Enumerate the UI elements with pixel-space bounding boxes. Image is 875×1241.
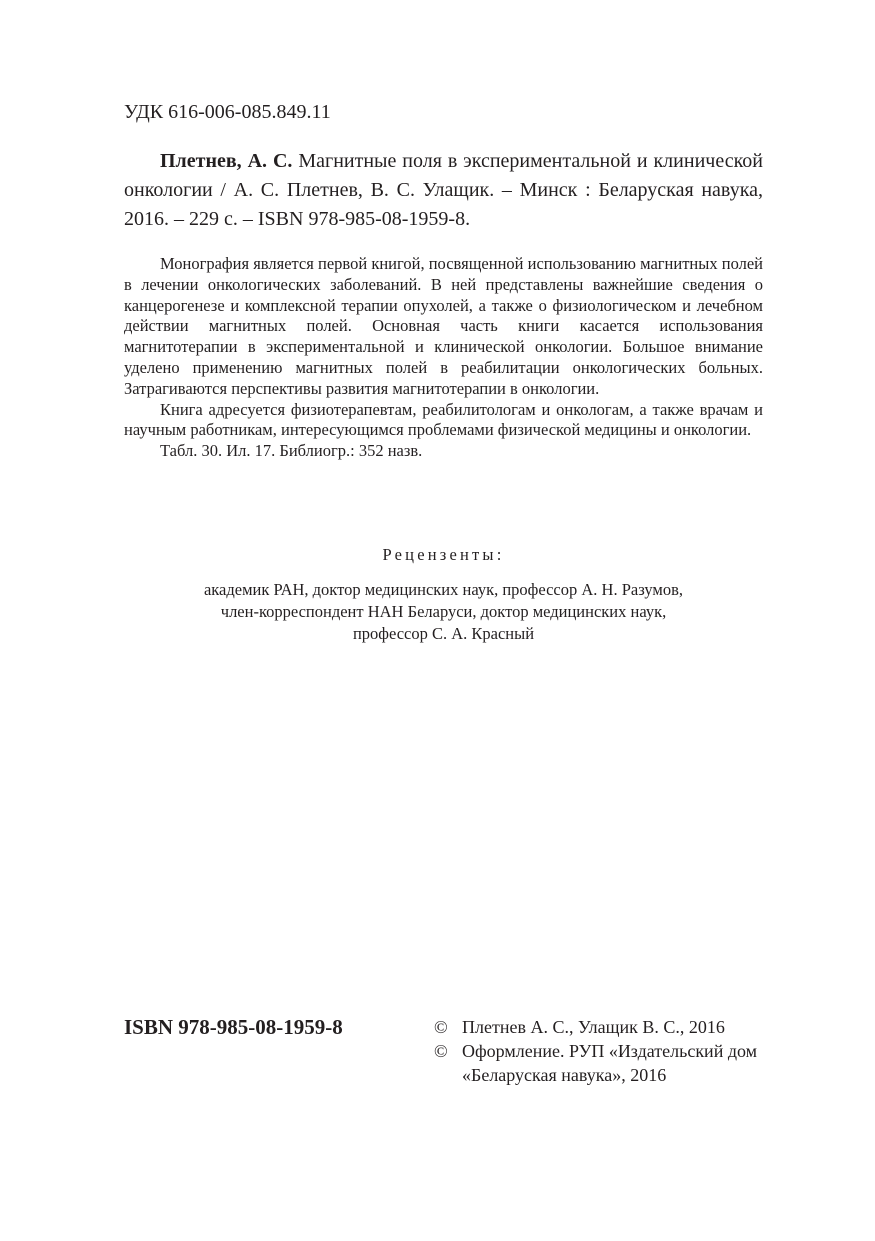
reviewers-heading: Рецензенты: xyxy=(382,545,505,564)
copyright-line-1 xyxy=(434,1015,764,1039)
bibliographic-record xyxy=(124,147,763,234)
reviewer-line-2: член-корреспондент НАН Беларуси, доктор медицинских наук, xyxy=(220,602,667,621)
annotation-stats: Табл. 30. Ил. 17. Библиогр.: 352 назв. xyxy=(160,441,423,461)
annotation xyxy=(124,254,763,462)
reviewer-line-1: академик РАН, доктор медицинских наук, профессор А. Н. Разумов, xyxy=(203,580,684,599)
copyright-authors: Плетнев А. С., Улащик В. С., 2016 xyxy=(462,1017,725,1037)
copyright-symbol: © xyxy=(434,1017,448,1037)
annotation-paragraph-1: Монография является первой книгой, посвященной использованию магнитных полей в лечении онкологических заболеваний. В ней представлены важнейшие сведения о канцерогенезе и комплексной терапии опухолей, а также о физиологическом и лечебном действии магнитных полей. Основная часть книги касается использования магнитотерапии в экспериментальной и клинической онкологии. Большое внимание уделено применению магнитных полей в реабилитации онкологических больных. Затрагиваются перспективы развития магнитотерапии в онкологии. xyxy=(124,254,763,398)
reviewers-list xyxy=(124,579,763,645)
copyright-design: Оформление. РУП «Издательский дом «Беларуская навука», 2016 xyxy=(462,1041,758,1085)
copyright-block xyxy=(434,1015,764,1087)
copyright-symbol: © xyxy=(434,1041,448,1061)
isbn: ISBN 978-985-08-1959-8 xyxy=(124,1015,343,1039)
udk-code: УДК 616-006-085.849.11 xyxy=(124,101,331,123)
reviewer-line-3: профессор С. А. Красный xyxy=(352,624,535,643)
bibliographic-description: Магнитные поля в экспериментальной и клинической онкологии / А. С. Плетнев, В. С. Улащик. – Минск : Беларуская навука, 2016. – 229 с. – ISBN 978-985-08-1959-8. xyxy=(124,150,763,230)
copyright-line-2 xyxy=(434,1039,764,1087)
annotation-paragraph-2: Книга адресуется физиотерапевтам, реабилитологам и онкологам, а также врачам и научным работникам, интересующимся проблемами физической медицины и онкологии. xyxy=(124,399,763,440)
author-name: Плетнев, А. С. xyxy=(160,150,293,172)
